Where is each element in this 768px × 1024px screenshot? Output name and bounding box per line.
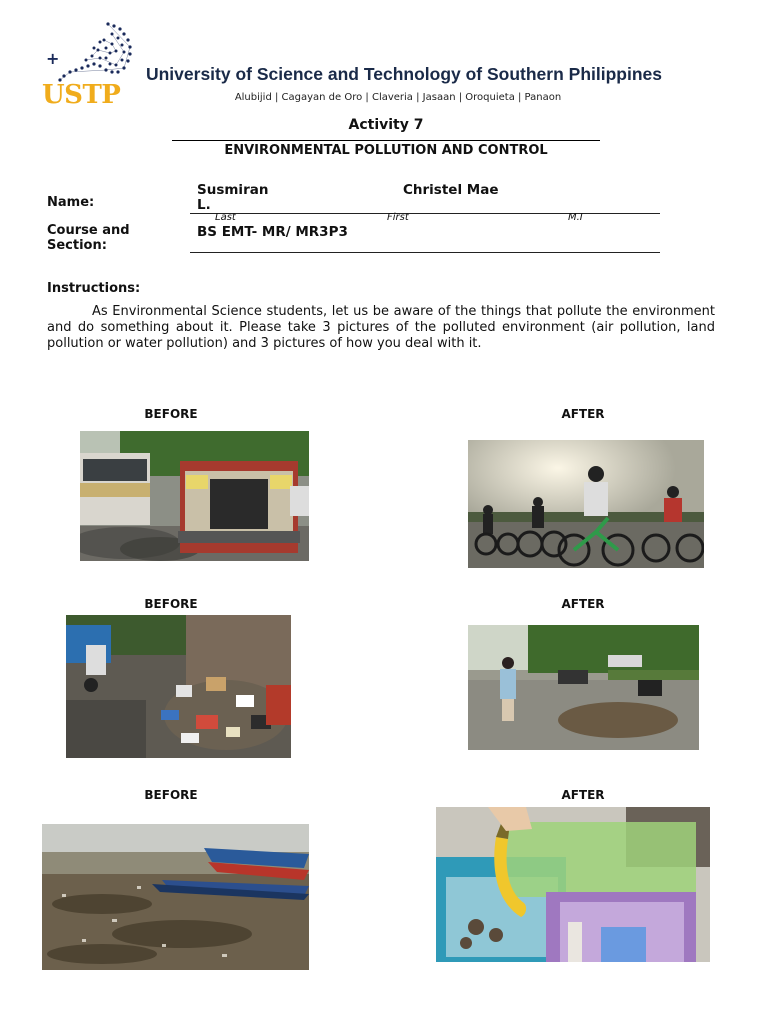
instructions-body: As Environmental Science students, let us be aware of the things that pollute the environment and do something about it. Please take 3 pictures of the polluted environment (air pollution, land pollution or water pollution) and 3 pictures of how you deal with it.	[47, 304, 715, 351]
waste-segregation-photo	[436, 807, 710, 962]
cyclists-photo	[468, 440, 704, 568]
before-caption-3: BEFORE	[144, 788, 198, 802]
after-caption-2: AFTER	[561, 597, 605, 611]
first-name-value: Christel Mae	[403, 182, 499, 198]
activity-title: Activity 7	[348, 117, 424, 133]
before-caption-1: BEFORE	[144, 407, 198, 421]
first-caption: First	[387, 212, 409, 223]
logo-dots-icon	[40, 20, 140, 82]
subject-title: ENVIRONMENTAL POLLUTION AND CONTROL	[224, 143, 548, 158]
after-caption-1: AFTER	[561, 407, 605, 421]
mi-caption: M.I	[568, 212, 583, 223]
course-underline	[190, 252, 660, 253]
title-divider	[172, 140, 600, 141]
name-label: Name:	[47, 195, 95, 210]
course-value: BS EMT- MR/ MR3P3	[197, 224, 348, 240]
university-title: University of Science and Technology of Southern Philippines	[145, 64, 662, 84]
street-garbage-photo	[66, 615, 291, 758]
instructions-heading: Instructions:	[47, 281, 141, 296]
after-caption-3: AFTER	[561, 788, 605, 802]
polluted-shore-photo	[42, 824, 309, 970]
last-initial-value: L.	[197, 197, 211, 213]
last-caption: Last	[215, 212, 236, 223]
logo-text: USTP	[42, 80, 121, 110]
jeepney-smoke-photo	[80, 431, 309, 561]
last-name-value: Susmiran	[197, 182, 269, 198]
cleanup-photo	[468, 625, 699, 750]
course-label-line2: Section:	[47, 238, 107, 253]
name-underline	[190, 213, 660, 214]
course-label-line1: Course and	[47, 223, 130, 238]
campus-list: Alubijid | Cagayan de Oro | Claveria | Jasaan | Oroquieta | Panaon	[234, 92, 562, 103]
svg-text:+: +	[46, 49, 60, 68]
ustp-logo	[40, 20, 140, 112]
before-caption-2: BEFORE	[144, 597, 198, 611]
